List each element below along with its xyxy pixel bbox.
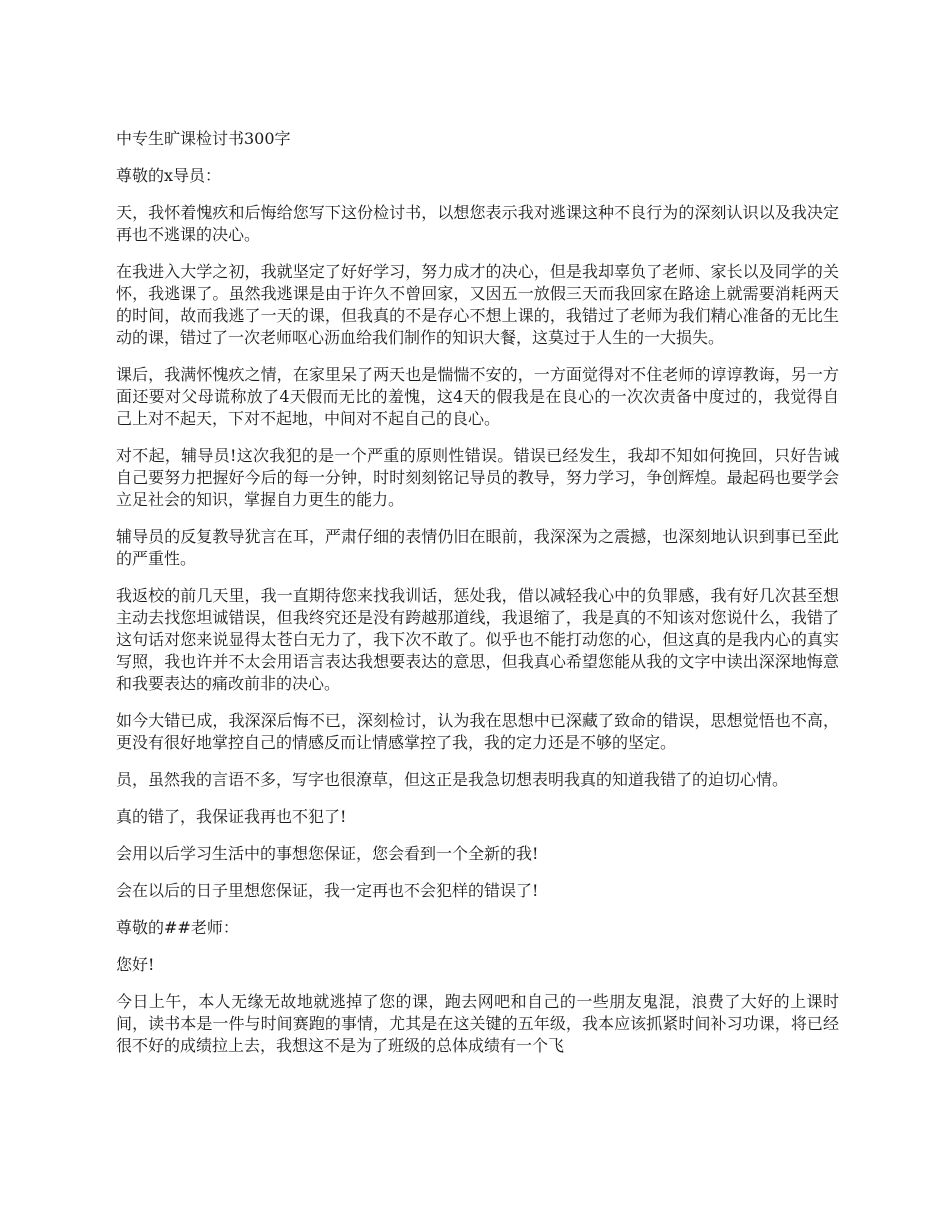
paragraph: 会在以后的日子里想您保证，我一定再也不会犯样的错误了! [116,881,539,900]
paragraph: 天，我怀着愧疚和后悔给您写下这份检讨书，以想您表示我对逃课这种不良行为的深刻认识以及我决定再也不逃课的决心。 [116,203,839,244]
paragraph: 今日上午，本人无缘无故地就逃掉了您的课，跑去网吧和自己的一些朋友鬼混，浪费了大好的上课时间，读书本是一件与时间赛跑的事情，尤其是在这关键的五年级，我本应该抓紧时间补习功课，将已经很不好的成绩拉上去，我想这不是为了班级的总体成绩有一个飞 [116,992,839,1055]
document-body [116,128,839,1072]
paragraph: 我返校的前几天里，我一直期待您来找我训话，惩处我，借以减轻我心中的负罪感，我有好几次甚至想主动去找您坦诚错误，但我终究还是没有跨越那道线，我退缩了，我是真的不知该对您说什么，我错了这句话对您来说显得太苍白无力了，我下次不敢了。似乎也不能打动您的心，但这真的是我内心的真实写照，我也许并不太会用语言表达我想要表达的意思，但我真心希望您能从我的文字中读出深深地悔意和我要表达的痛改前非的决心。 [116,586,839,693]
salutation: 尊敬的##老师： [116,918,239,937]
paragraph: 如今大错已成，我深深后悔不已，深刻检讨，认为我在思想中已深藏了致命的错误，思想觉悟也不高，更没有很好地掌控自己的情感反而让情感掌控了我，我的定力还是不够的坚定。 [116,711,839,752]
paragraph: 辅导员的反复教导犹言在耳，严肃仔细的表情仍旧在眼前，我深深为之震撼，也深刻地认识到事已至此的严重性。 [116,527,839,568]
paragraph: 课后，我满怀愧疚之情，在家里呆了两天也是惴惴不安的，一方面觉得对不住老师的谆谆教诲，另一方面还要对父母谎称放了4天假而无比的羞愧，这4天的假我是在良心的一次次责备中度过的，我觉得自己上对不起天，下对不起地，中间对不起自己的良心。 [116,365,839,428]
paragraph: 真的错了，我保证我再也不犯了! [116,807,347,826]
paragraph: 员，虽然我的言语不多，写字也很潦草，但这正是我急切想表明我真的知道我错了的迫切心情。 [116,770,789,789]
paragraph: 对不起，辅导员!这次我犯的是一个严重的原则性错误。错误已经发生，我却不知如何挽回，只好告诫自己要努力把握好今后的每一分钟，时时刻刻铭记导员的教导，努力学习，争创辉煌。最起码也要学会立足社会的知识，掌握自力更生的能力。 [116,446,839,509]
paragraph: 会用以后学习生活中的事想您保证，您会看到一个全新的我! [116,844,539,863]
paragraph: 在我进入大学之初，我就坚定了好好学习，努力成才的决心，但是我却辜负了老师、家长以及同学的关怀，我逃课了。虽然我逃课是由于许久不曾回家，又因五一放假三天而我回家在路途上就需要消耗两天的时间，故而我逃了一天的课，但我真的不是存心不想上课的，我错过了老师为我们精心准备的无比生动的课，错过了一次老师呕心沥血给我们制作的知识大餐，这莫过于人生的一大损失。 [116,262,839,347]
document-title: 中专生旷课检讨书300字 [116,129,291,148]
greeting: 您好! [116,955,155,974]
salutation: 尊敬的x导员： [116,166,222,185]
